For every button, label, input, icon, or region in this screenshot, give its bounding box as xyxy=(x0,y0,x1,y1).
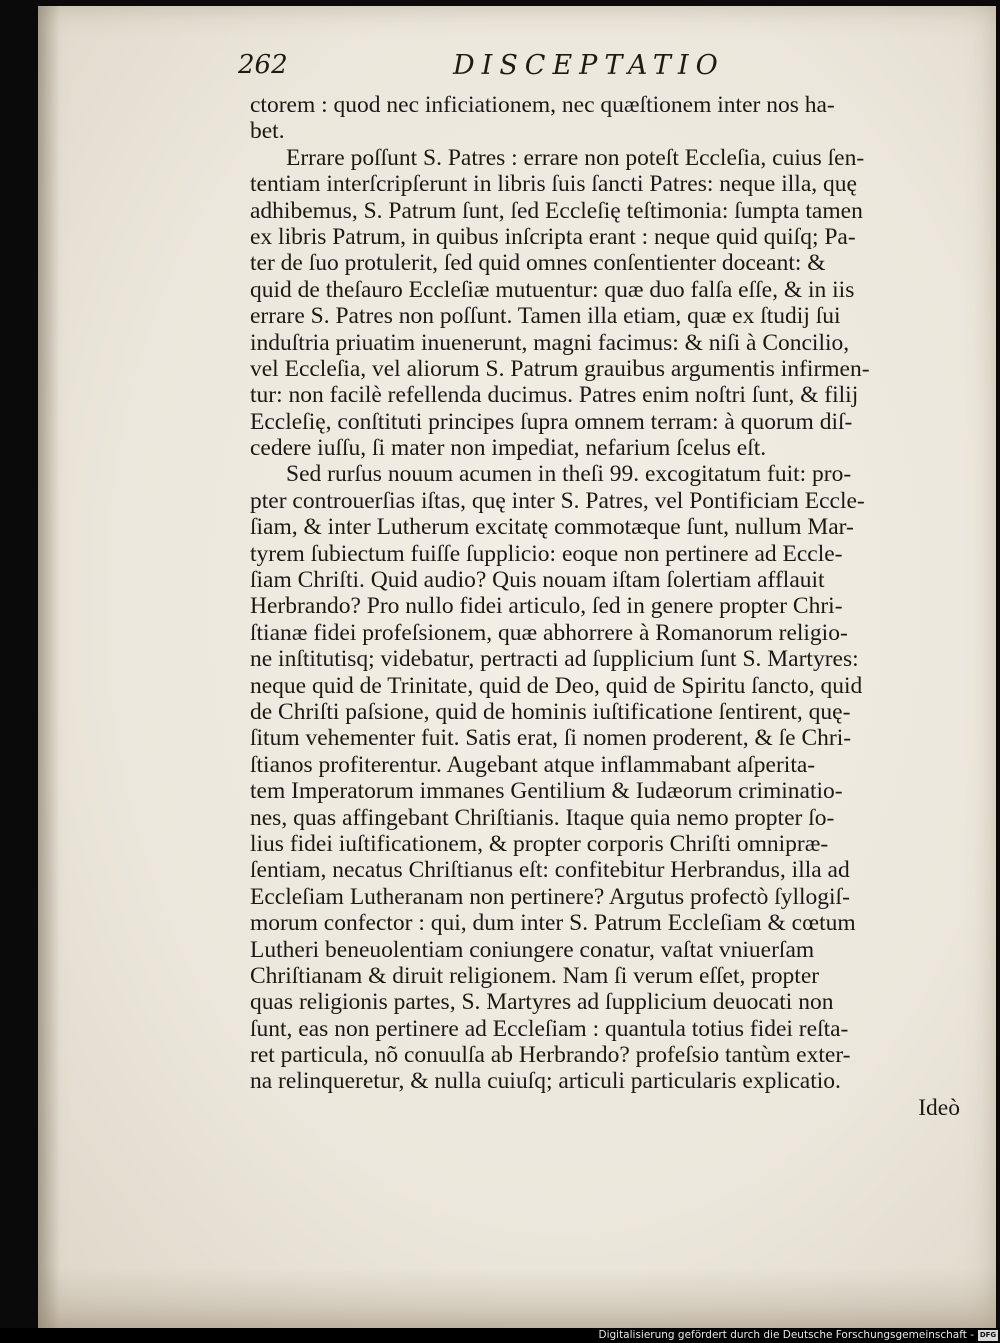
text-line: tem Imperatorum immanes Gentilium & Iudæorum criminatio- xyxy=(250,778,843,805)
text-line: bet. xyxy=(250,118,285,145)
text-line: quas religionis partes, S. Martyres ad ſupplicium deuocati non xyxy=(250,989,834,1016)
text-line: ſiam, & inter Lutherum excitatę commotæque ſunt, nullum Mar- xyxy=(250,514,854,541)
text-line: ex libris Patrum, in quibus inſcripta erant : neque quid quiſq; Pa- xyxy=(250,223,856,250)
text-line: cedere iuſſu, ſi mater non impediat, nefarium ſcelus eſt. xyxy=(250,435,767,462)
text-line: Chriſtianam & diruit religionem. Nam ſi verum eſſet, propter xyxy=(250,962,820,989)
text-line: tur: non facilè refellenda ducimus. Patres enim noſtri ſunt, & filij xyxy=(250,382,859,409)
footer-bar xyxy=(0,1328,1000,1343)
text-line: tentiam interſcripſerunt in libris ſuis ſancti Patres: neque illa, quę xyxy=(250,171,857,198)
text-line: ſunt, eas non pertinere ad Eccleſiam : quantula totius fidei reſta- xyxy=(250,1015,849,1042)
text-line: vel Eccleſia, vel aliorum S. Patrum grauibus argumentis infirmen- xyxy=(250,355,870,382)
text-line: ſentiam, necatus Chriſtianus eſt: confitebitur Herbrandus, illa ad xyxy=(250,857,850,884)
page-number: 262 xyxy=(238,50,288,80)
text-line: lius fidei iuſtificationem, & propter corporis Chriſti omnipræ- xyxy=(250,830,829,857)
text-line: quid de theſauro Eccleſiæ mutuentur: quæ duo falſa eſſe, & in iis xyxy=(250,276,855,303)
text-line: induſtria priuatim inuenerunt, magni facimus: & niſi à Concilio, xyxy=(250,329,850,356)
text-line: de Chriſti paſsione, quid de hominis iuſtificatione ſentirent, quę- xyxy=(250,698,851,725)
text-line: Eccleſię, conſtituti principes ſupra omnem terram: à quorum diſ- xyxy=(250,408,853,435)
text-line: ter de ſuo protulerit, ſed quid omnes conſentienter doceant: & xyxy=(250,250,826,277)
text-line: neque quid de Trinitate, quid de Deo, quid de Spiritu ſancto, quid xyxy=(250,672,863,699)
text-line: Errare poſſunt S. Patres : errare non poteſt Eccleſia, cuius ſen- xyxy=(286,144,865,171)
text-line: errare S. Patres non poſſunt. Tamen illa etiam, quæ ex ſtudij ſui xyxy=(250,303,841,330)
text-line: ſtianæ fidei profeſsionem, quæ abhorrere à Romanorum religio- xyxy=(250,619,848,646)
text-line: Sed rurſus nouum acumen in theſi 99. excogitatum fuit: pro- xyxy=(286,461,852,488)
text-line: Lutheri beneuolentiam coniungere conatur, vaſtat vniuerſam xyxy=(250,936,815,963)
text-line: ret particula, nõ conuulſa ab Herbrando? profeſsio tantùm exter- xyxy=(250,1042,851,1069)
page-header xyxy=(238,50,958,90)
text-line: ſiam Chriſti. Quid audio? Quis nouam iſtam ſolertiam afflauit xyxy=(250,567,825,594)
running-head: DISCEPTATIO xyxy=(453,50,725,81)
text-line: adhibemus, S. Patrum ſunt, ſed Eccleſię teſtimonia: ſumpta tamen xyxy=(250,197,863,224)
dfg-logo: DFG xyxy=(979,1331,997,1339)
text-line: nes, quas affingebant Chriſtianis. Itaque quia nemo propter ſo- xyxy=(250,804,835,831)
text-line: Herbrando? Pro nullo fidei articulo, ſed in genere propter Chri- xyxy=(250,593,843,620)
text-line: ne inſtitutisq; videbatur, pertracti ad ſupplicium ſunt S. Martyres: xyxy=(250,646,859,673)
text-line: ſitum vehementer fuit. Satis erat, ſi nomen proderent, & ſe Chri- xyxy=(250,725,852,752)
catchword: Ideò xyxy=(918,1094,960,1121)
text-line: Eccleſiam Lutheranam non pertinere? Argutus profectò ſyllogiſ- xyxy=(250,883,850,910)
text-line: morum confector : qui, dum inter S. Patrum Eccleſiam & cœtum xyxy=(250,910,856,937)
funding-credit: Digitalisierung gefördert durch die Deutsche Forschungsgemeinschaft - xyxy=(598,1329,974,1341)
body-text xyxy=(250,92,960,1121)
text-line: ctorem : quod nec inficiationem, nec quæſtionem inter nos ha- xyxy=(250,92,835,118)
text-line: pter controuerſias iſtas, quę inter S. Patres, vel Pontificiam Eccle- xyxy=(250,487,865,514)
text-line: na relinqueretur, & nulla cuiuſq; articuli particularis explicatio. xyxy=(250,1068,841,1095)
text-line: ſtianos profiterentur. Augebant atque inflammabant aſperita- xyxy=(250,751,816,778)
text-line: tyrem ſubiectum fuiſſe ſupplicio: eoque non pertinere ad Eccle- xyxy=(250,540,843,567)
